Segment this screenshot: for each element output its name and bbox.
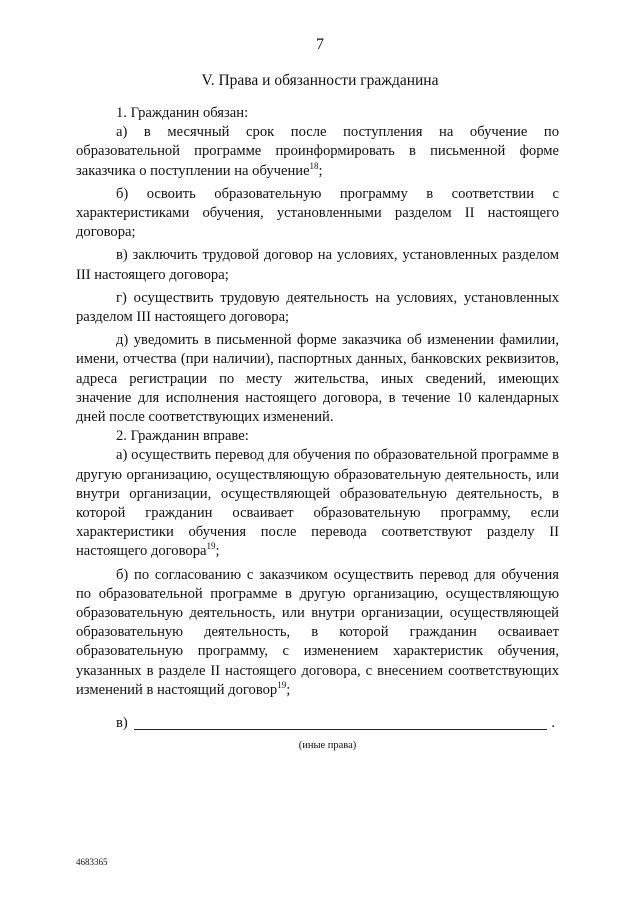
page-number: 7	[316, 36, 324, 53]
right-v-label: в)	[116, 715, 128, 732]
paragraph-citizen-obliged: 1. Гражданин обязан:	[116, 105, 249, 121]
obligation-a-text: а) в месячный срок после поступления на обучение по образовательной программе проинформировать в письменной форме заказчика о поступлении на обучение	[76, 124, 559, 179]
obligation-g: г) осуществить трудовую деятельность на условиях, установленных разделом III настоящего договора;	[76, 289, 559, 326]
right-a-text: а) осуществить перевод для обучения по образовательной программе в другую организацию, осуществляющую образовательную деятельность, или внутри организации, осуществляющей образовательную деятельность, в которой гражданин осваивает образовательную программу, если характеристики обучения после перевода соответствуют разделу II настоящего договора	[76, 447, 559, 560]
right-b-text: б) по согласованию с заказчиком осуществить перевод для обучения по образовательной программе в другую организацию, осуществляющую образовательную деятельность, или внутри организации, осуществляющей образовательную деятельность, в которой гражданин осваивает образовательную программу, с изменением характеристик обучения, указанных в разделе II настоящего договора, с внесением соответствующих изменений в настоящий договор	[76, 566, 559, 698]
right-b	[76, 566, 559, 700]
footnote-ref-19b: 19	[277, 679, 287, 690]
section-title: V. Права и обязанности гражданина	[201, 72, 439, 89]
obligation-v: в) заключить трудовой договор на условиях, установленных разделом III настоящего договора;	[76, 247, 559, 283]
right-v-dot: .	[551, 715, 555, 732]
paragraph-citizen-rights: 2. Гражданин вправе:	[116, 428, 249, 445]
right-v-blank	[76, 714, 559, 734]
fill-in-line	[134, 729, 547, 730]
footnote-ref-18: 18	[309, 160, 319, 171]
fill-in-caption: (иные права)	[298, 740, 357, 752]
obligation-b: б) освоить образовательную программу в соответствии с характеристиками обучения, установленными разделом II настоящего договора;	[76, 185, 559, 241]
right-b-end: ;	[286, 681, 291, 698]
right-a	[76, 446, 559, 561]
document-id: 4683365	[76, 857, 108, 867]
right-a-end: ;	[215, 543, 220, 560]
obligation-d: д) уведомить в письменной форме заказчика об изменении фамилии, имени, отчества (при наличии), паспортных данных, банковских реквизитов, адреса регистрации по месту жительства, иных сведений, имеющих значение для исполнения настоящего договора, в течение 10 календарных дней после соответствующих изменений.	[76, 332, 559, 426]
obligation-a-end: ;	[318, 162, 323, 179]
obligation-a	[76, 123, 559, 181]
section-body	[76, 104, 559, 755]
footnote-ref-19: 19	[206, 541, 216, 552]
